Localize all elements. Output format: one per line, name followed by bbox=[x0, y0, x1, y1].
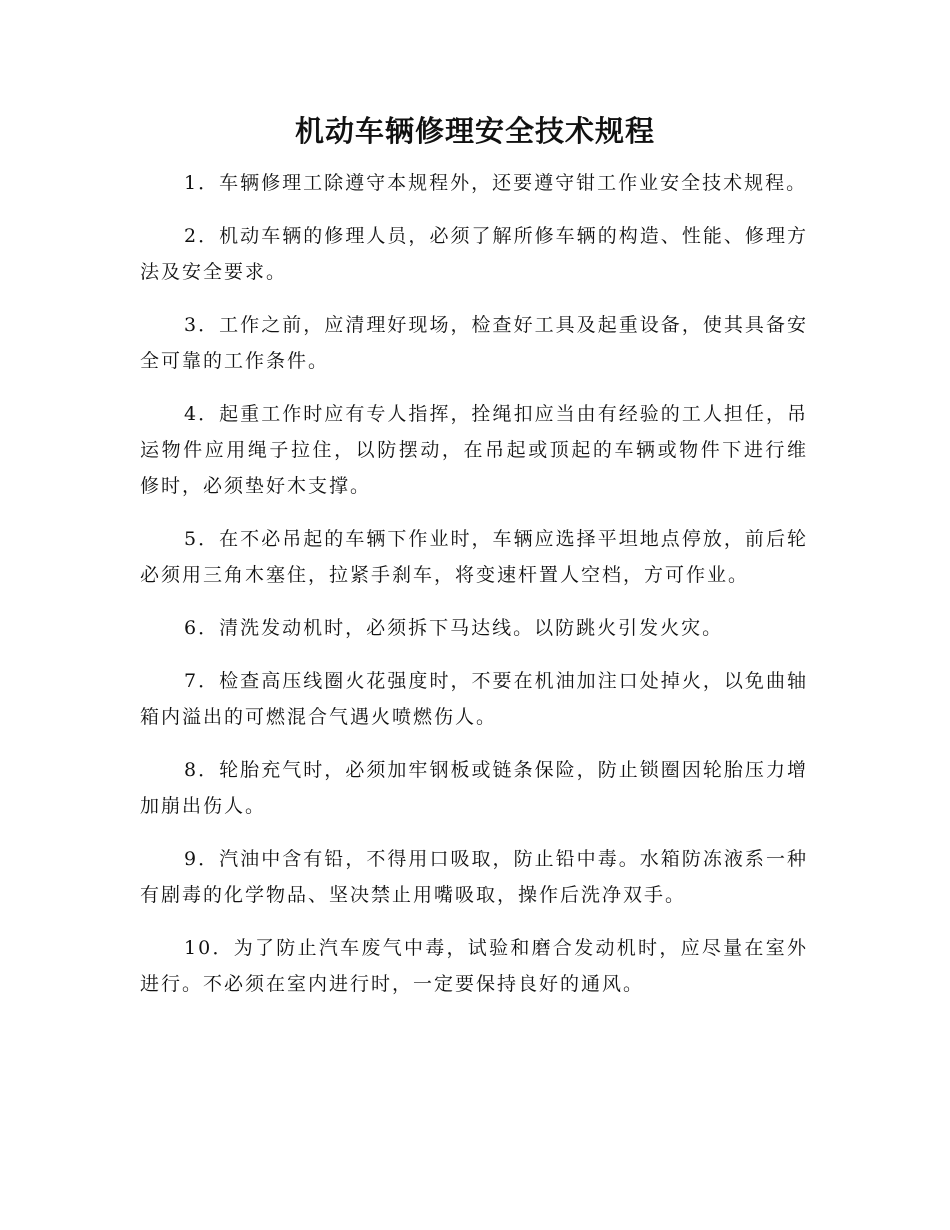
paragraph-7: 7．检查高压线圈火花强度时，不要在机油加注口处掉火，以免曲轴箱内溢出的可燃混合气遇火喷燃伤人。 bbox=[140, 670, 808, 728]
paragraph-3: 3．工作之前，应清理好现场，检查好工具及起重设备，使其具备安全可靠的工作条件。 bbox=[140, 314, 808, 372]
paragraph-2: 2．机动车辆的修理人员，必须了解所修车辆的构造、性能、修理方法及安全要求。 bbox=[140, 225, 808, 283]
paragraph-1: 1．车辆修理工除遵守本规程外，还要遵守钳工作业安全技术规程。 bbox=[184, 172, 808, 194]
paragraph-6: 6．清洗发动机时，必须拆下马达线。以防跳火引发火灾。 bbox=[184, 617, 724, 639]
paragraph-5: 5．在不必吊起的车辆下作业时，车辆应选择平坦地点停放，前后轮必须用三角木塞住，拉紧手刹车，将变速杆置人空档，方可作业。 bbox=[140, 528, 808, 586]
paragraph-10: 10．为了防止汽车废气中毒，试验和磨合发动机时，应尽量在室外进行。不必须在室内进行时，一定要保持良好的通风。 bbox=[140, 937, 808, 995]
paragraph-8: 8．轮胎充气时，必须加牢钢板或链条保险，防止锁圈因轮胎压力增加崩出伤人。 bbox=[140, 759, 808, 817]
document-body bbox=[140, 165, 808, 1019]
paragraph-4: 4．起重工作时应有专人指挥，拴绳扣应当由有经验的工人担任，吊运物件应用绳子拉住，以防摆动，在吊起或顶起的车辆或物件下进行维修时，必须垫好木支撑。 bbox=[140, 403, 808, 497]
document-title: 机动车辆修理安全技术规程 bbox=[294, 114, 655, 148]
paragraph-9: 9．汽油中含有铅，不得用口吸取，防止铅中毒。水箱防冻液系一种有剧毒的化学物品、坚决禁止用嘴吸取，操作后洗净双手。 bbox=[140, 848, 808, 906]
